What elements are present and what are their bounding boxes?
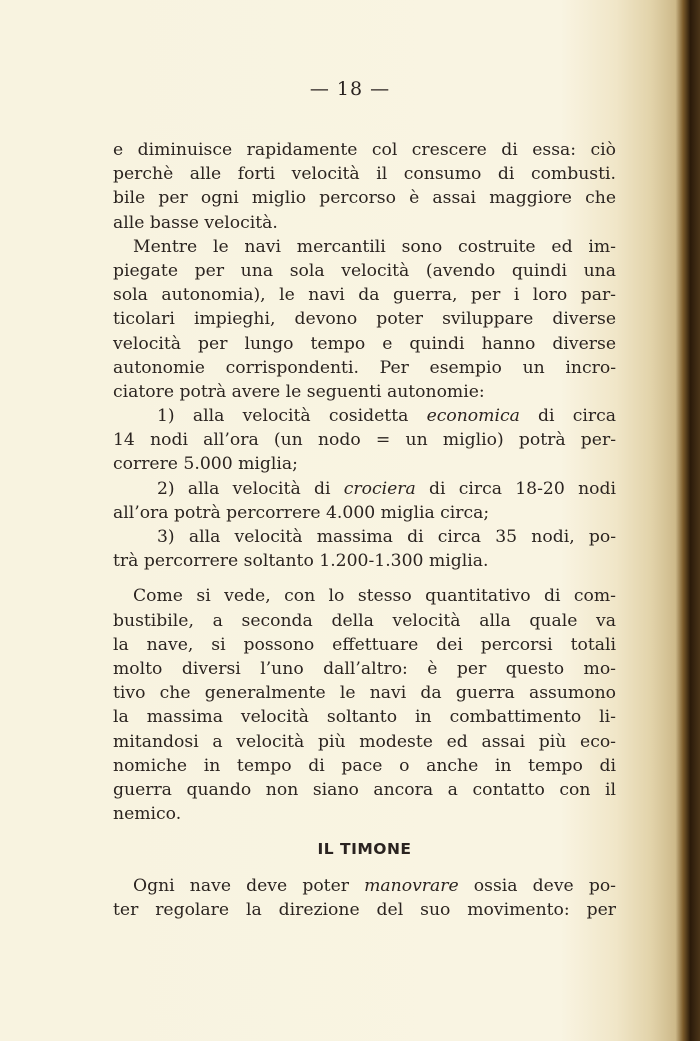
text-line: nomiche in tempo di pace o anche in tempo di [113, 755, 616, 776]
text-line: la nave, si possono effettuare dei percorsi totali [113, 634, 616, 655]
text-line: la massima velocità soltanto in combattimento li- [113, 707, 616, 728]
text-line: Ogni nave deve poter manovrare ossia deve po- [133, 876, 616, 897]
text-line: alle basse velocità. [113, 212, 278, 233]
text-line: Come si vede, con lo stesso quantitativo di com- [133, 586, 616, 607]
text-line: velocità per lungo tempo e quindi hanno diverse [113, 333, 616, 354]
text-line: ciatore potrà avere le seguenti autonomie: [113, 381, 485, 402]
text-line: bustibile, a seconda della velocità alla quale va [113, 610, 616, 631]
text-line: guerra quando non siano ancora a contatto con il [113, 779, 616, 800]
text-line: e diminuisce rapidamente col crescere di essa: ciò [113, 140, 616, 160]
body-text [113, 138, 616, 923]
text-line: 14 nodi all’ora (un nodo = un miglio) potrà per- [113, 430, 616, 451]
text-line: mitandosi a velocità più modeste ed assai più eco- [113, 731, 616, 752]
text-line: perchè alle forti velocità il consumo di combusti. [113, 164, 616, 185]
list-item-1-line: 1) alla velocità cosidetta economica di circa [157, 406, 617, 427]
list-item-3-line: 3) alla velocità massima di circa 35 nodi, po- [157, 527, 616, 547]
text-line: bile per ogni miglio percorso è assai maggiore che [113, 188, 616, 209]
text-line: all’ora potrà percorrere 4.000 miglia circa; [113, 502, 490, 523]
list-item-2-line: 2) alla velocità di crociera di circa 18-20 nodi [157, 478, 616, 499]
text-line: trà percorrere soltanto 1.200-1.300 miglia. [113, 551, 489, 572]
text-line: tivo che generalmente le navi da guerra assumono [113, 683, 616, 704]
paragraph [113, 584, 616, 826]
text-line: ticolari impieghi, devono poter sviluppare diverse [113, 309, 616, 330]
paragraph [113, 235, 616, 404]
text-line: ter regolare la direzione del suo movimento: per [113, 900, 616, 921]
text-line: nemico. [113, 804, 182, 825]
autonomy-list [113, 404, 616, 573]
text-line: autonomie corrispondenti. Per esempio un incro- [113, 357, 616, 378]
text-line: molto diversi l’uno dall’altro: è per questo mo- [113, 658, 616, 679]
paragraph [113, 874, 616, 922]
paragraph [113, 138, 616, 235]
page-number: — 18 — [309, 78, 391, 100]
text-line: sola autonomia), le navi da guerra, per i loro par- [113, 285, 616, 306]
text-line: piegate per una sola velocità (avendo quindi una [113, 260, 616, 281]
text-line: correre 5.000 miglia; [113, 454, 298, 475]
section-heading: IL TIMONE [317, 840, 412, 859]
text-line: Mentre le navi mercantili sono costruite ed im- [133, 236, 616, 257]
